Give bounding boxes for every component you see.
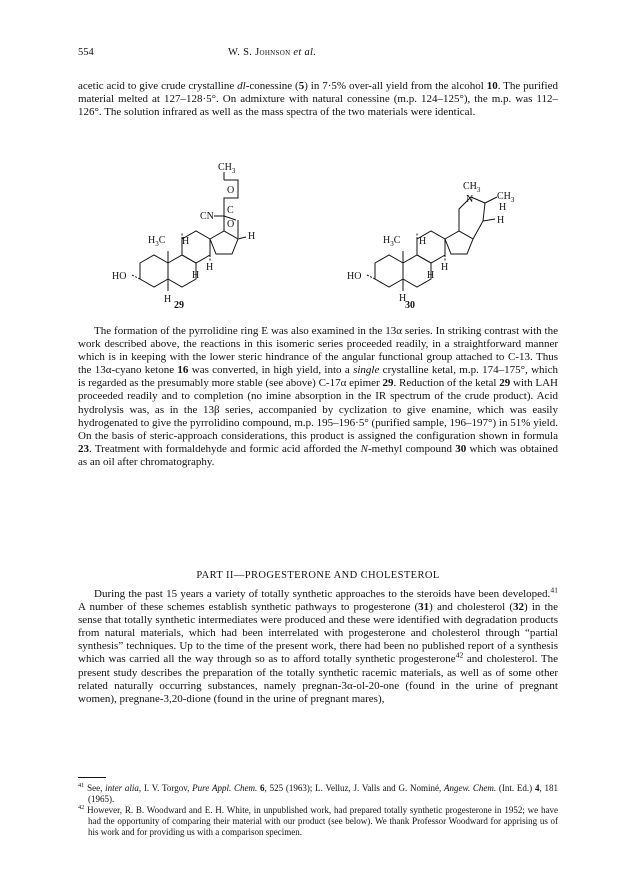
- running-head: [228, 47, 316, 58]
- structure-30-label: 30: [405, 300, 415, 311]
- running-head-author: W. S. Johnson: [228, 47, 291, 58]
- footnote-rule: [78, 777, 106, 778]
- p1-text-c: ) in 7·5% over-all yield from the alcohol: [304, 80, 487, 92]
- p2-c29b: 29: [499, 377, 511, 390]
- running-head-etal: et al.: [293, 47, 317, 58]
- page-header: [78, 47, 558, 61]
- s29-h-mid1: H: [192, 270, 200, 281]
- s30-ho: HO: [347, 271, 362, 282]
- s30-h-r2: H: [497, 215, 505, 226]
- s30-ch3-b: $CH_3$: [497, 191, 515, 204]
- p3-c32: 32: [513, 601, 525, 614]
- paragraph-part-two: [78, 585, 558, 706]
- p3-b: A number of these schemes establish synthetic pathways to progesterone (: [78, 601, 419, 614]
- s29-o1: O: [227, 185, 235, 196]
- section-heading: PART II—PROGESTERONE AND CHOLESTEROL: [196, 570, 440, 581]
- fn41-inter-alia: inter alia: [105, 783, 139, 793]
- p3-a: During the past 15 years a variety of totally synthetic approaches to the steroids have been developed.: [94, 588, 551, 600]
- structure-29: [100, 158, 310, 308]
- s30-h-top: H: [419, 236, 427, 247]
- p2-h: which was obtained as an oil after chromatography.: [78, 442, 558, 468]
- p1-cmpd5: 5: [298, 80, 305, 92]
- structure-30: [335, 175, 545, 307]
- p2-f: . Treatment with formaldehyde and formic acid afforded the: [89, 442, 361, 455]
- p2-c29: 29: [382, 377, 394, 390]
- p1-text-d: . The purified material melted at 127–128·5°. On admixture with natural conessine (m.p. 124–125°), the m.p. was 112–126°. The solution infrared as well as the mass spectra of the two materials were identical.: [78, 80, 558, 119]
- p2-single: single: [353, 364, 380, 377]
- p2-c30: 30: [455, 442, 467, 455]
- s30-h-mid2: H: [441, 262, 449, 273]
- p2-c16: 16: [177, 364, 189, 377]
- s29-c: C: [227, 205, 234, 216]
- s29-ch3: $CH_3$: [218, 162, 236, 175]
- p1-text-a: acetic acid to give crude crystalline: [78, 80, 238, 92]
- s29-o2: O: [227, 219, 235, 230]
- p3-c: ) and cholesterol (: [429, 601, 514, 614]
- paragraph-pyrrolidine: [78, 325, 558, 469]
- structure-29-label: 29: [174, 300, 184, 311]
- p2-c23: 23: [78, 442, 89, 455]
- fn41-number: 41: [78, 782, 85, 789]
- s29-h-mid2: H: [206, 262, 214, 273]
- s30-n: N: [466, 194, 474, 205]
- p2-d: . Reduction of the ketal: [393, 377, 500, 390]
- p3-ref41: 41: [550, 585, 558, 595]
- structure-29-drawing: [100, 158, 310, 308]
- s29-ho: HO: [112, 271, 127, 282]
- p2-c: crystalline ketal, m.p. 174–175°, which is regarded as the presumably more stable (see above) C-17α epimer: [78, 364, 559, 390]
- fn41-journal2: Angew. Chem.: [444, 783, 497, 793]
- fn41-a: See,: [84, 783, 106, 793]
- fn41-journal1: Pure Appl. Chem.: [192, 783, 258, 793]
- s29-h-top: H: [182, 236, 190, 247]
- p3-ref42: 42: [455, 650, 464, 660]
- fn41-vol1: 6: [260, 783, 265, 793]
- fn41-b: , I. V. Torgov,: [138, 783, 193, 793]
- fn41-e: (Int. Ed.): [496, 783, 535, 793]
- p1-dl: dl: [237, 80, 246, 92]
- s29-h-bottom: H: [164, 294, 172, 305]
- footnotes: [78, 783, 558, 838]
- footnote-41: [78, 783, 558, 805]
- structure-30-drawing: [335, 175, 545, 307]
- p3-c31: 31: [418, 601, 430, 614]
- footnote-42: [78, 805, 558, 838]
- p2-g: -methyl compound: [368, 442, 456, 455]
- p3-e: and cholesterol. The present study describes the preparation of the totally synthetic racemic materials, as well as of some other related naturally occurring substances, namely pregnan-3α-ol-20-one (found in the urine of pregnant women), pregnane-3,20-dione (found in the urine of pregnant mares),: [78, 653, 558, 705]
- s30-h-bottom: H: [399, 293, 407, 304]
- p3-d: ) in the sense that totally synthetic intermediates were produced and these were identified with degradation products from natural materials, which had been interrelated with progesterone and cholesterol through “partial synthesis” techniques. Up to the time of the present work, there had been no published report of a synthesis which was carried all the way through so as to afford totally synthetic progesterone: [78, 601, 558, 666]
- fn41-d: , 525 (1963); L. Velluz, J. Valls and G. Nominé,: [264, 783, 445, 793]
- page-number: 554: [78, 47, 94, 58]
- paragraph-continuation: [78, 80, 558, 119]
- p2-a: The formation of the pyrrolidine ring E was also examined in the 13α series. In striking contrast with the work described above, the reactions in this isomeric series proceeded readily, in a straightforward manner which is in keeping with the lower steric hindrance of the angular functional group attached to C-13. Thus the 13α-cyano ketone: [78, 325, 558, 377]
- p1-cmpd10: 10: [486, 80, 498, 92]
- s30-ch3-a: $CH_3$: [463, 181, 481, 194]
- s29-cn: CN: [200, 211, 214, 222]
- fn41-f: , 181 (1965).: [88, 783, 559, 804]
- p2-e: with LAH proceeded readily and to completion (no imine absorption in the IR spectrum of the crude product). Acid hydrolysis was, as in the 13β series, accompanied by cyclization to give enamine, which was easily hydrogenated to give the pyrrolidino compound, m.p. 195–196·5° (purified sample, 196–197°) in 51% yield. On the basis of steric-approach considerations, this product is assigned the configuration shown in formula: [78, 377, 558, 442]
- s30-h-r1: H: [499, 202, 507, 213]
- fn42-number: 42: [78, 804, 85, 811]
- fn42-text: However, R. B. Woodward and E. H. White, in unpublished work, had prepared totally synthetic progesterone in 1952; we have had the opportunity of comparing their material with our product (see below). We thank Professor Woodward for apprising us of his work and for providing us with a comparison specimen.: [84, 805, 558, 837]
- fn41-vol2: 4: [534, 783, 540, 793]
- p2-b: was converted, in high yield, into a: [188, 364, 354, 377]
- p2-nmethyl: N: [360, 442, 368, 455]
- s29-h-right: H: [248, 231, 256, 242]
- s29-h3c: $H_3C$: [148, 235, 166, 248]
- s30-h3c: $H_3C$: [383, 235, 401, 248]
- p1-text-b: -conessine (: [245, 80, 299, 92]
- s30-h-mid1: H: [427, 270, 435, 281]
